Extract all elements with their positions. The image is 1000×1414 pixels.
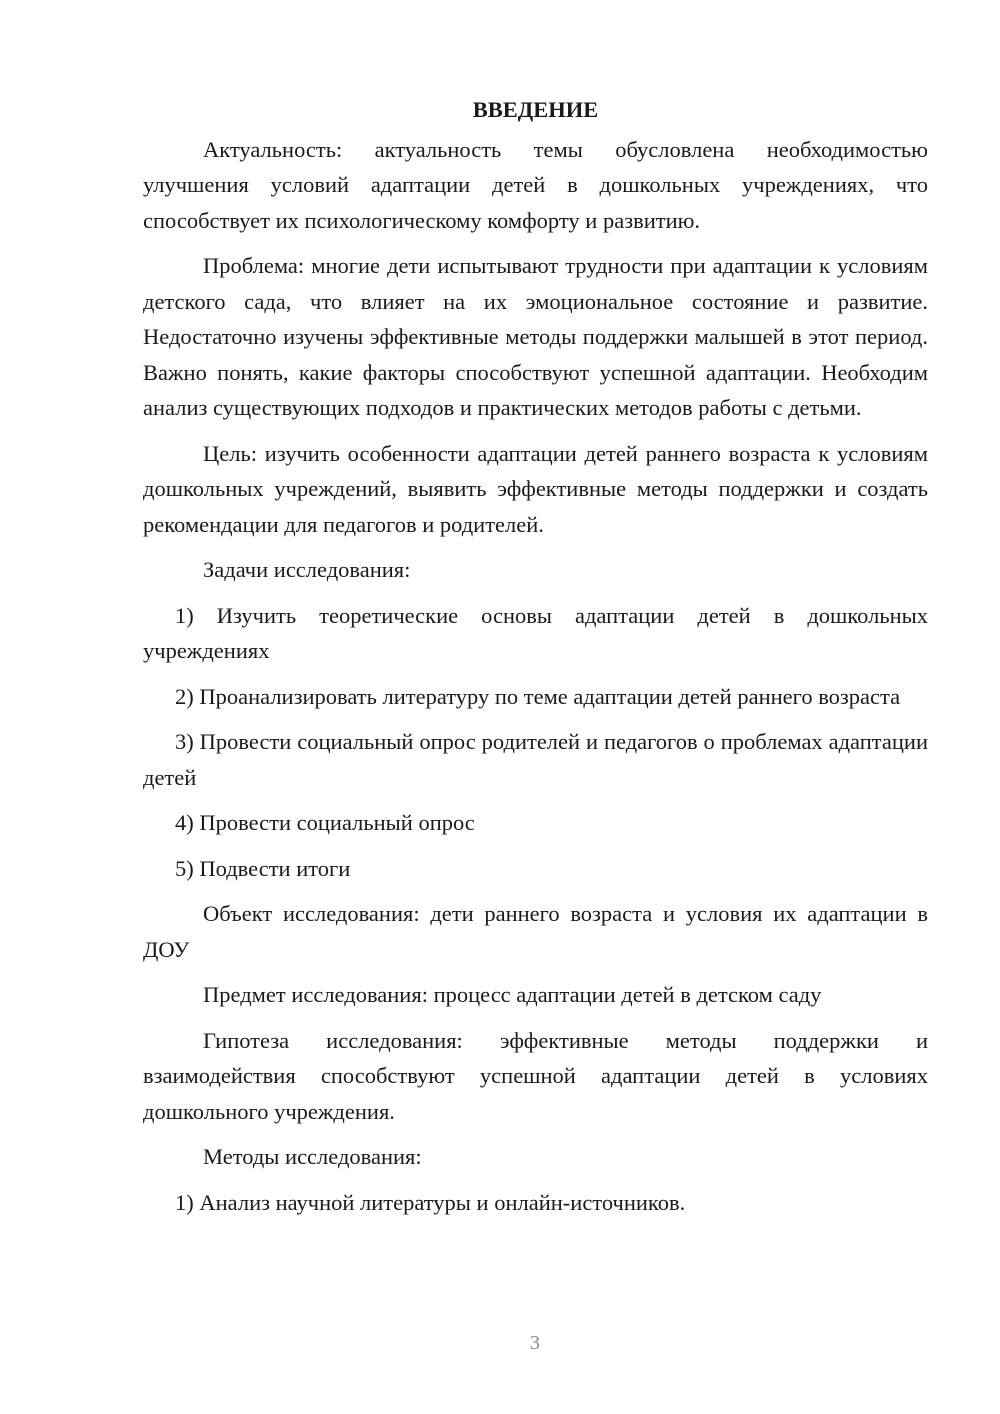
task-item: 5) Подвести итоги (175, 855, 351, 881)
task-item: 3) Провести социальный опрос родителей и педагогов о проблемах адаптации детей (143, 729, 928, 790)
relevance-paragraph: Актуальность: актуальность темы обусловлена необходимостью улучшения условий адаптации детей в дошкольных учреждениях, что способствует их психологическому комфорту и развитию. (143, 136, 928, 233)
page-title: ВВЕДЕНИЕ (472, 97, 599, 122)
task-item: 1) Изучить теоретические основы адаптации детей в дошкольных учреждениях (143, 602, 928, 663)
subject-paragraph: Предмет исследования: процесс адаптации детей в детском саду (203, 982, 822, 1007)
document-page (143, 92, 928, 1230)
task-item: 4) Провести социальный опрос (175, 810, 475, 835)
hypothesis-paragraph: Гипотеза исследования: эффективные методы поддержки и взаимодействия способствуют успешной адаптации детей в условиях дошкольного учреждения. (143, 1027, 928, 1124)
methods-title: Методы исследования: (203, 1144, 422, 1169)
page-number: 3 (530, 1332, 540, 1354)
method-item: 1) Анализ научной литературы и онлайн-источников. (175, 1189, 686, 1215)
problem-paragraph: Проблема: многие дети испытывают трудности при адаптации к условиям детского сада, что влияет на их эмоциональное состояние и развитие. Недостаточно изучены эффективные методы поддержки малышей в этот период. Важно понять, какие факторы способствуют успешной адаптации. Необходим анализ существующих подходов и практических методов работы с детьми. (143, 253, 928, 420)
task-item: 2) Проанализировать литературу по теме адаптации детей раннего возраста (175, 683, 901, 709)
object-paragraph: Объект исследования: дети раннего возраста и условия их адаптации в ДОУ (143, 901, 928, 962)
goal-paragraph: Цель: изучить особенности адаптации детей раннего возраста к условиям дошкольных учреждений, выявить эффективные методы поддержки и создать рекомендации для педагогов и родителей. (143, 440, 928, 537)
tasks-title: Задачи исследования: (203, 557, 411, 582)
